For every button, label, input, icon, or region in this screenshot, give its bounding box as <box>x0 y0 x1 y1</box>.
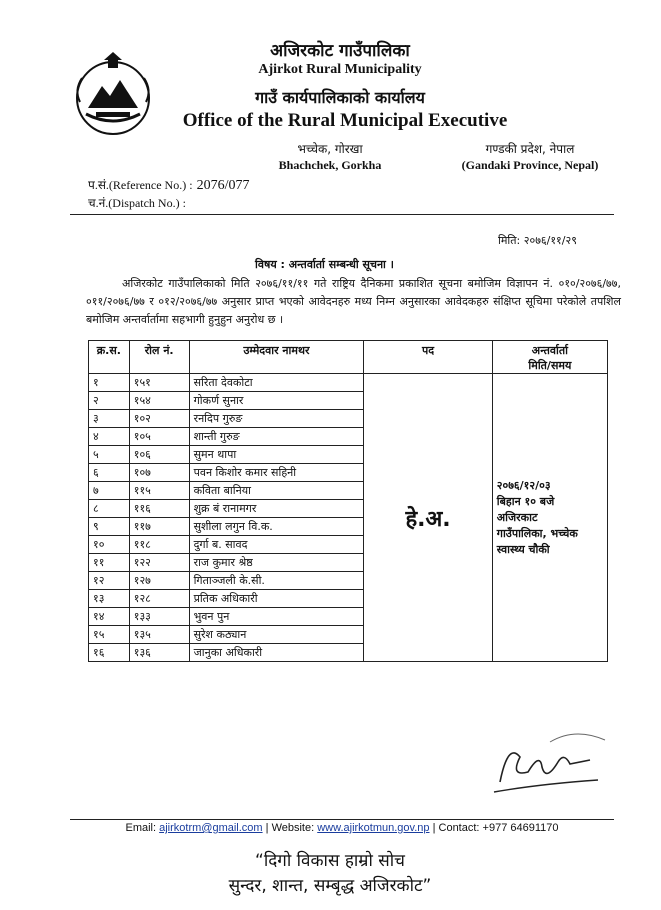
row-name: शुक्र बं रानामगर <box>189 500 364 518</box>
contact-footer <box>70 822 614 834</box>
office-name-en: Office of the Rural Municipal Executive <box>182 110 508 131</box>
row-sn: १३ <box>89 590 130 608</box>
website-label: | Website: <box>265 822 315 834</box>
col-header-roll: रोल नं. <box>129 341 189 374</box>
candidate-table <box>88 340 608 662</box>
province-np: गण्डकी प्रदेश, नेपाल <box>485 142 575 156</box>
motto-line1: “दिगो विकास हाम्रो सोच <box>255 851 405 871</box>
row-roll: १५४ <box>129 392 189 410</box>
row-roll: १३३ <box>129 608 189 626</box>
row-roll: ११५ <box>129 482 189 500</box>
col-header-sn: क्र.स. <box>89 341 130 374</box>
row-sn: ३ <box>89 410 130 428</box>
row-roll: ११८ <box>129 536 189 554</box>
motto-line2: सुन्दर, शान्त, सम्बृद्ध अजिरकोट” <box>228 876 432 896</box>
email-label: Email: <box>125 822 157 834</box>
row-sn: ७ <box>89 482 130 500</box>
notice-body: अजिरकोट गाउँपालिकाको मिति २०७६/११/११ गते राष्ट्रिय दैनिकमा प्रकाशित सूचना बमोजिम विज्ञापन नं. ०१०/२०७६/७७, ०११/२०७६/७७ र ०१२/२०७६/७७ अनुसार प्राप्त भएको आवेदनहरु मध्य निम्न अनुसारका आवेदकहरु संक्षिप्त सूचिमा परेकोले तपशिल बमोजिम अन्तर्वार्तामा सहभागी हुनुहुन अनुरोध छ । <box>86 277 621 326</box>
col-header-post: पद <box>364 341 492 374</box>
footer-divider <box>70 819 614 820</box>
office-name-np: गाउँ कार्यपालिकाको कार्यालय <box>255 88 425 107</box>
row-sn: ८ <box>89 500 130 518</box>
municipality-name-np: अजिरकोट गाउँपालिका <box>270 41 410 61</box>
signature-stamp <box>480 722 610 812</box>
row-roll: १३६ <box>129 644 189 662</box>
address-en: Bhachchek, Gorkha <box>278 158 382 172</box>
row-sn: १४ <box>89 608 130 626</box>
interview-cell <box>492 374 607 662</box>
row-name: सुरेश कठ्यान <box>189 626 364 644</box>
dispatch-label: च.नं.(Dispatch No.) : <box>88 196 186 210</box>
municipality-name-en: Ajirkot Rural Municipality <box>258 62 422 77</box>
row-name: सरिता देवकोटा <box>189 374 364 392</box>
row-name: दुर्गा ब. सावद <box>189 536 364 554</box>
address-np: भच्चेक, गोरखा <box>297 142 363 156</box>
interview-line-4: गाउँपालिका, भच्चेक <box>496 526 578 540</box>
row-name: जानुका अधिकारी <box>189 644 364 662</box>
reference-number <box>88 176 249 194</box>
row-sn: ४ <box>89 428 130 446</box>
interview-line-5: स्वास्थ्य चौकी <box>496 542 550 556</box>
row-name: कविता बानिया <box>189 482 364 500</box>
col-header-name: उम्मेदवार नामथर <box>189 341 364 374</box>
contact-text: | Contact: +977 64691170 <box>432 822 559 834</box>
row-sn: ६ <box>89 464 130 482</box>
row-sn: १ <box>89 374 130 392</box>
row-name: शान्ती गुरुङ <box>189 428 364 446</box>
notice-date: मिति: २०७६/११/२९ <box>498 234 577 247</box>
header-divider <box>70 214 614 215</box>
col-header-interview <box>492 341 607 374</box>
row-name: गोकर्ण सुनार <box>189 392 364 410</box>
row-roll: १२२ <box>129 554 189 572</box>
row-name: प्रतिक अधिकारी <box>189 590 364 608</box>
website-link[interactable]: www.ajirkotmun.gov.np <box>317 822 430 834</box>
province-en: (Gandaki Province, Nepal) <box>461 158 599 172</box>
row-name: सुशीला लगुन वि.क. <box>189 518 364 536</box>
row-roll: १०६ <box>129 446 189 464</box>
row-sn: ५ <box>89 446 130 464</box>
row-name: गिताञ्जली के.सी. <box>189 572 364 590</box>
reference-label: प.सं.(Reference No.) : <box>88 178 193 192</box>
row-name: पवन किशोर कमार सहिनी <box>189 464 364 482</box>
row-sn: १५ <box>89 626 130 644</box>
table-header-row <box>89 341 608 374</box>
row-sn: ९ <box>89 518 130 536</box>
dispatch-number <box>88 194 186 211</box>
row-sn: १६ <box>89 644 130 662</box>
row-sn: ११ <box>89 554 130 572</box>
interview-line-1: २०७६/१२/०३ <box>496 478 551 492</box>
row-name: रनदिप गुरुङ <box>189 410 364 428</box>
row-name: भुवन पुन <box>189 608 364 626</box>
interview-header-line2: मिति/समय <box>528 359 572 372</box>
row-roll: १०२ <box>129 410 189 428</box>
post-cell: हे.अ. <box>364 374 492 662</box>
row-sn: १० <box>89 536 130 554</box>
nepal-emblem-logo <box>68 50 158 140</box>
row-name: राज कुमार श्रेष्ठ <box>189 554 364 572</box>
row-sn: १२ <box>89 572 130 590</box>
row-roll: १०७ <box>129 464 189 482</box>
interview-line-3: अजिरकाट <box>496 510 538 524</box>
reference-value: 2076/077 <box>196 178 250 193</box>
row-roll: ११६ <box>129 500 189 518</box>
row-roll: १२८ <box>129 590 189 608</box>
row-roll: १०५ <box>129 428 189 446</box>
email-link[interactable]: ajirkotrm@gmail.com <box>159 822 263 834</box>
interview-header-line1: अन्तर्वार्ता <box>531 344 568 357</box>
row-roll: १३५ <box>129 626 189 644</box>
row-name: सुमन थापा <box>189 446 364 464</box>
row-roll: १५१ <box>129 374 189 392</box>
notice-subject: विषय : अन्तर्वार्ता सम्बन्धी सूचना । <box>255 258 394 271</box>
row-sn: २ <box>89 392 130 410</box>
interview-line-2: बिहान १० बजे <box>496 494 555 508</box>
row-roll: १२७ <box>129 572 189 590</box>
table-row <box>89 374 608 392</box>
row-roll: ११७ <box>129 518 189 536</box>
